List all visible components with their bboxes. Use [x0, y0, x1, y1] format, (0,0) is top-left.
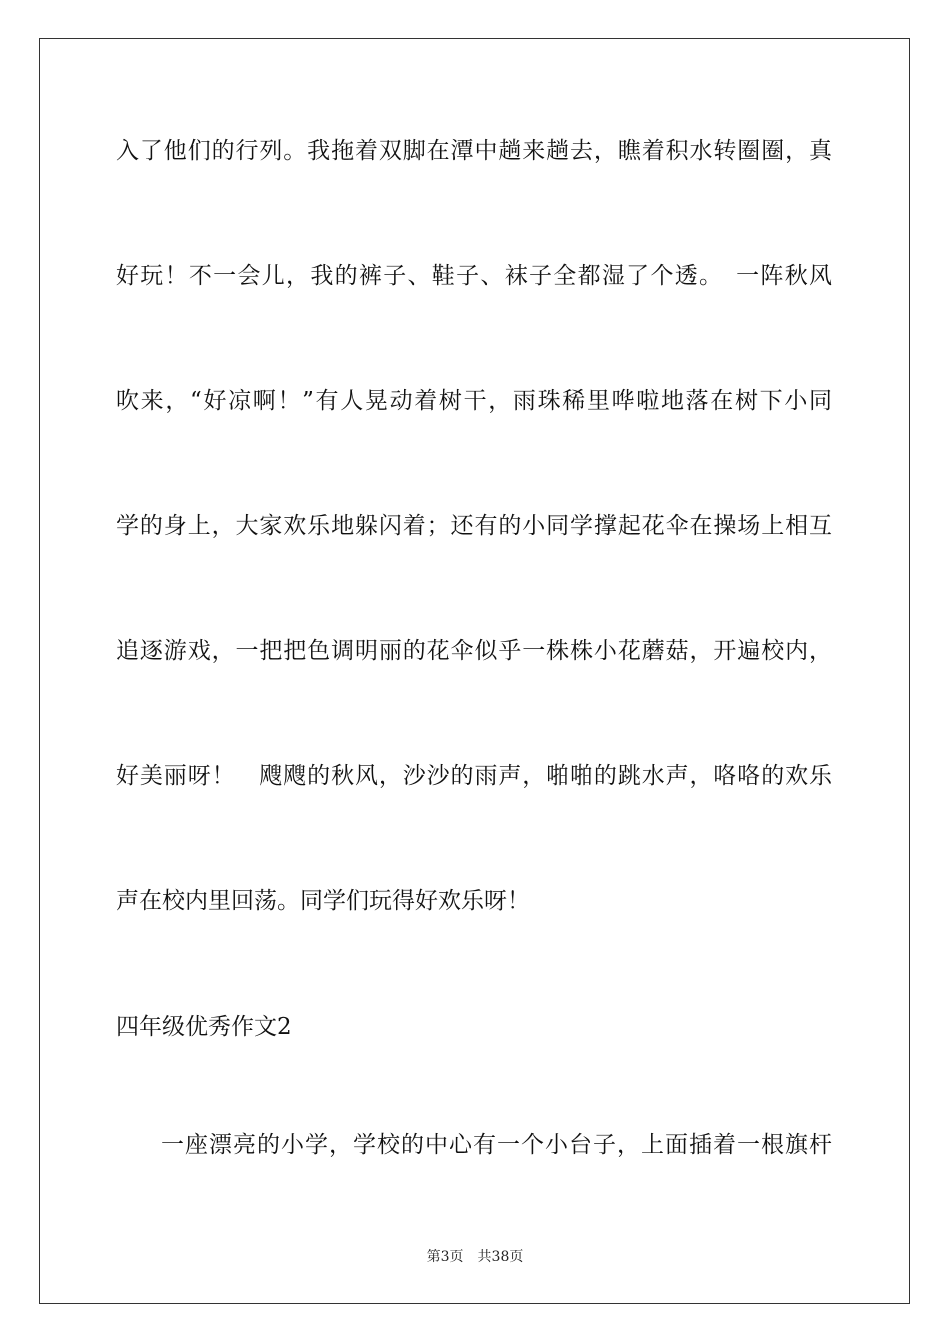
- page-border: [39, 38, 910, 1304]
- paragraph-first-line: 一座漂亮的小学，学校的中心有一个小台子，上面插着一根旗杆: [161, 1132, 832, 1158]
- body-text-line: 学的身上，大家欢乐地躲闪着；还有的小同学撑起花伞在操场上相互: [116, 513, 832, 539]
- body-text-line: 声在校内里回荡。同学们玩得好欢乐呀！: [116, 888, 530, 914]
- body-text-line: 好美丽呀！ 飕飕的秋风，沙沙的雨声，啪啪的跳水声，咯咯的欢乐: [116, 763, 832, 789]
- body-text-line: 吹来，“好凉啊！”有人晃动着树干，雨珠稀里哗啦地落在树下小同: [116, 388, 832, 414]
- page-total: 共38页: [477, 1249, 524, 1265]
- page-number: 第3页: [426, 1249, 464, 1265]
- body-text-line: 入了他们的行列。我拖着双脚在潭中趟来趟去，瞧着积水转圈圈，真: [116, 138, 832, 164]
- page-footer: [0, 1248, 950, 1266]
- body-text-line: 好玩！不一会儿，我的裤子、鞋子、袜子全都湿了个透。 一阵秋风: [116, 263, 832, 289]
- section-heading: 四年级优秀作文2: [116, 1014, 292, 1040]
- body-text-line: 追逐游戏，一把把色调明丽的花伞似乎一株株小花蘑菇，开遍校内，: [116, 638, 832, 664]
